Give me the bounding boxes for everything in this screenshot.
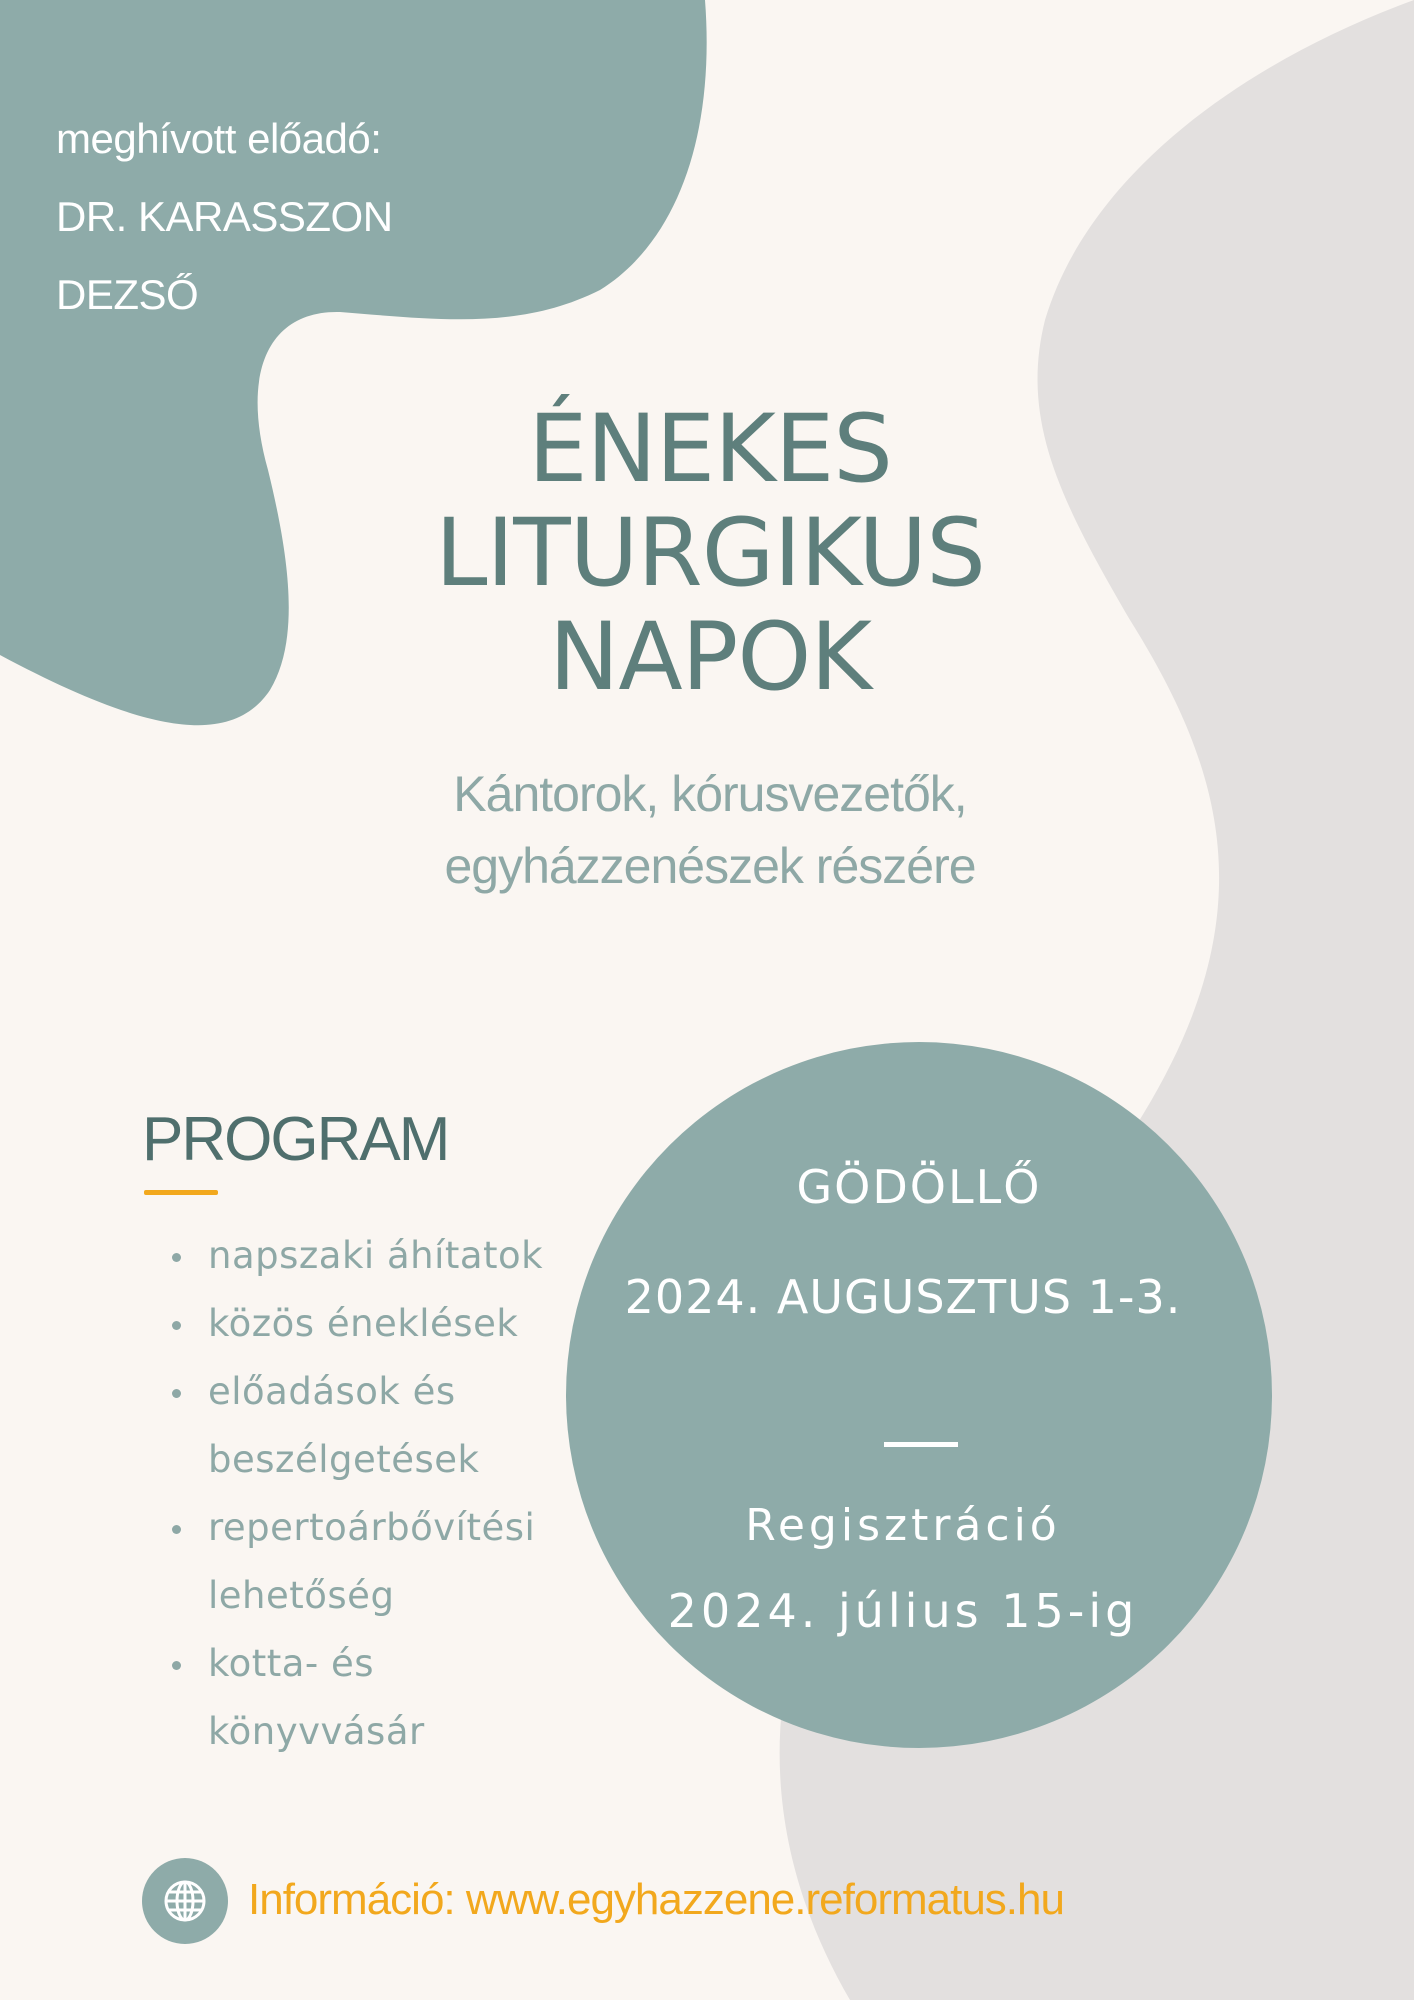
program-list	[170, 1222, 588, 1766]
event-date: 2024. AUGUSZTUS 1-3.	[624, 1270, 1182, 1324]
event-city: GÖDÖLLŐ	[796, 1160, 1042, 1214]
program-item-text-cont: beszélgetések	[208, 1438, 480, 1481]
program-heading: PROGRAM	[142, 1105, 449, 1174]
program-item	[170, 1494, 588, 1630]
program-item	[170, 1290, 588, 1358]
program-item-text-cont: lehetőség	[208, 1574, 395, 1617]
program-item	[170, 1358, 588, 1494]
speaker-name-line2: DEZSŐ	[56, 271, 199, 318]
program-underline	[144, 1190, 218, 1195]
subtitle-line2: egyházzenészek részére	[444, 838, 976, 894]
program-item	[170, 1630, 588, 1766]
info-link[interactable]: Információ: www.egyhazzene.reformatus.hu	[248, 1875, 1064, 1924]
subtitle-line1: Kántorok, kórusvezetők,	[453, 766, 967, 822]
program-item-text: napszaki áhítatok	[208, 1234, 544, 1277]
program-item-text: repertoárbővítési	[208, 1506, 536, 1549]
title-line1: ÉNEKES	[528, 395, 892, 504]
globe-icon	[142, 1858, 228, 1944]
event-details-circle	[566, 1042, 1272, 1748]
speaker-label: meghívott előadó:	[56, 115, 382, 162]
title-line2: LITURGIKUS	[435, 499, 985, 608]
registration-label: Regisztráció	[745, 1500, 1061, 1551]
title-line3: NAPOK	[549, 603, 871, 712]
program-item-text: kotta- és	[208, 1642, 375, 1685]
divider	[884, 1442, 958, 1447]
program-item-text-cont: könyvvásár	[208, 1710, 425, 1753]
event-title	[400, 395, 1020, 712]
program-item	[170, 1222, 588, 1290]
event-subtitle	[370, 758, 1050, 902]
program-item-text: előadások és	[208, 1370, 456, 1413]
registration-deadline: 2024. július 15-ig	[667, 1584, 1139, 1638]
speaker-name-line1: DR. KARASSZON	[56, 193, 393, 240]
invited-speaker	[56, 100, 393, 334]
program-item-text: közös éneklések	[208, 1302, 519, 1345]
